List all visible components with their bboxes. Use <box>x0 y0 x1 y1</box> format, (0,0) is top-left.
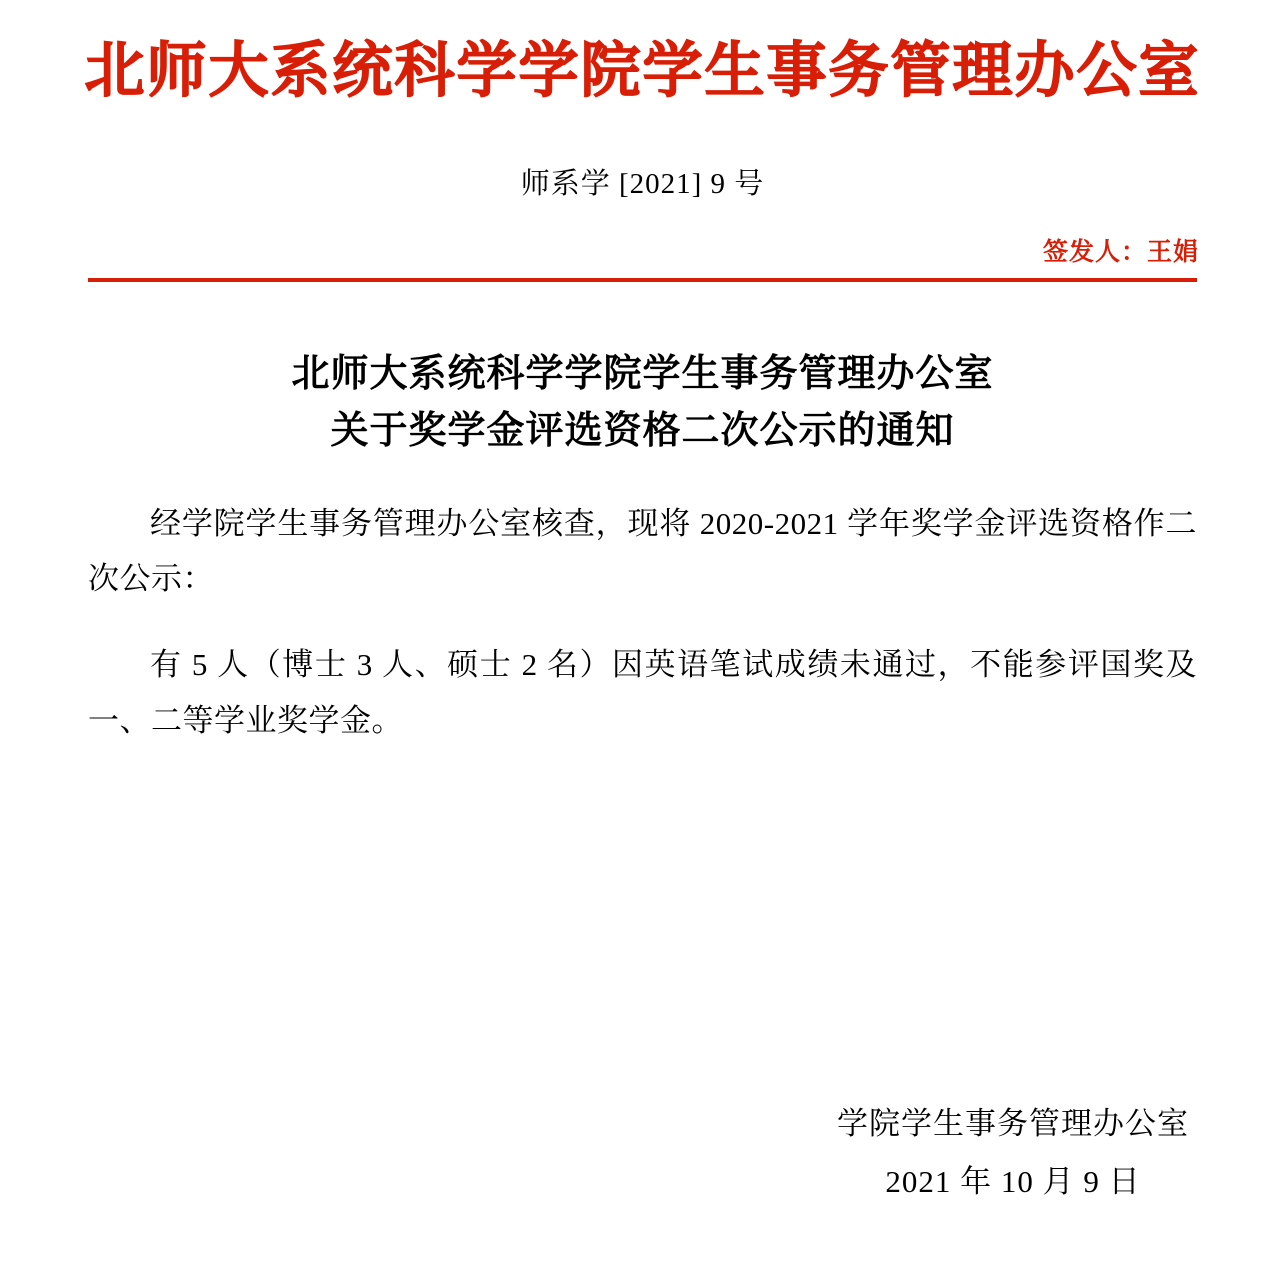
issuer-label: 签发人：王娟 <box>1042 239 1199 266</box>
page-title <box>88 346 1197 460</box>
document-body <box>0 346 1285 748</box>
signature-organization: 学院学生事务管理办公室 <box>837 1106 1189 1142</box>
letterhead <box>0 0 1285 109</box>
signature-date: 2021 年 10 月 9 日 <box>885 1163 1141 1199</box>
page-title-line-1: 北师大系统科学学院学生事务管理办公室 <box>291 353 994 395</box>
page-title-line-2: 关于奖学金评选资格二次公示的通知 <box>330 410 955 452</box>
body-paragraph-1: 经学院学生事务管理办公室核查，现将 2020-2021 学年奖学金评选资格作二次公示： <box>88 506 1197 597</box>
body-paragraph-2: 有 5 人（博士 3 人、硕士 2 名）因英语笔试成绩未通过，不能参评国奖及一、二等学业奖学金。 <box>88 647 1197 738</box>
signature-block <box>837 1095 1189 1210</box>
issuer-row <box>0 232 1285 268</box>
red-separator-rule <box>88 278 1197 282</box>
letterhead-organization-title: 北师大系统科学学院学生事务管理办公室 <box>84 38 1201 104</box>
document-number: 师系学 [2021] 9 号 <box>520 168 765 200</box>
